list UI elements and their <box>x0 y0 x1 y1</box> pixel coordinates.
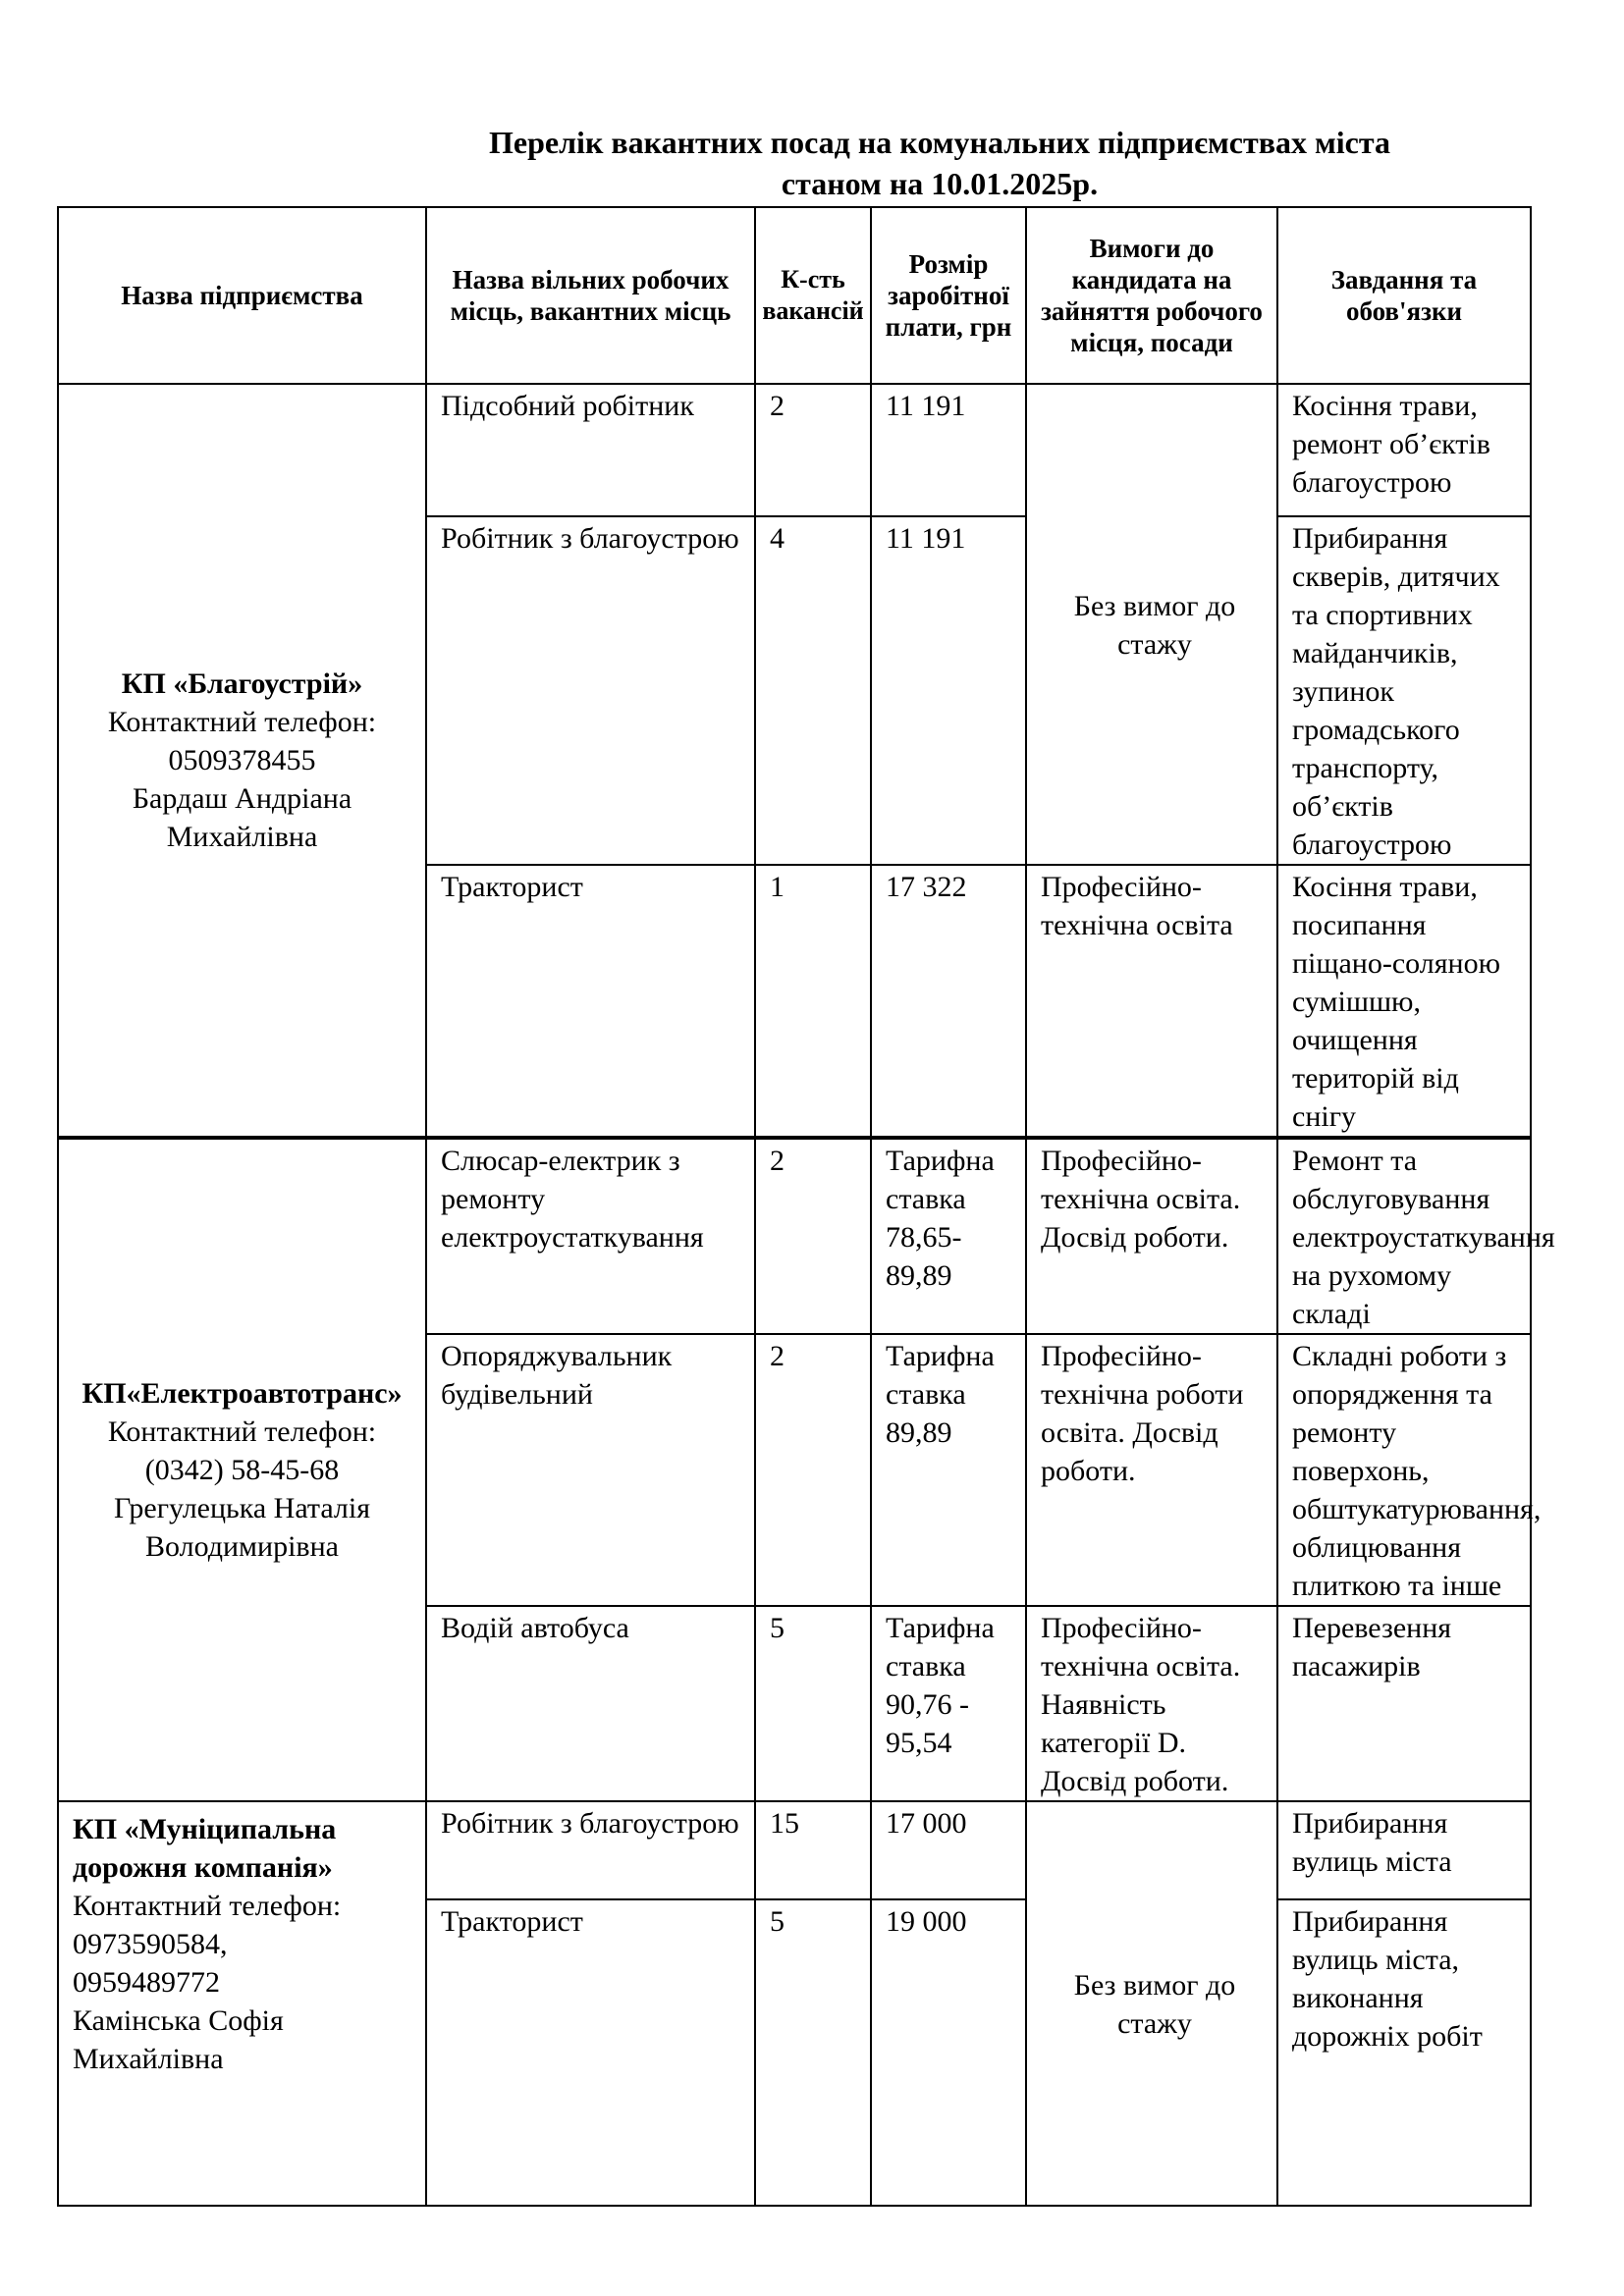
phone-number: 0959489772 <box>73 1966 220 1999</box>
count-cell: 2 <box>755 384 871 516</box>
salary-cell: 11 191 <box>871 516 1026 865</box>
org-name: КП«Електроавтотранс» <box>81 1377 403 1410</box>
duties-cell: Перевезення пасажирів <box>1277 1606 1531 1801</box>
count-cell: 4 <box>755 516 871 865</box>
position-cell: Водій автобуса <box>426 1606 755 1801</box>
table-row <box>58 1801 1531 1899</box>
position-cell: Тракторист <box>426 1899 755 2206</box>
duties-cell: Прибирання вулиць міста, виконання дорожніх робіт <box>1277 1899 1531 2206</box>
header-salary: Розмір заробітної плати, грн <box>871 207 1026 384</box>
duties-cell: Складні роботи з опорядження та ремонту поверхонь, обштукатурювання, облицювання плиткою та інше <box>1277 1334 1531 1606</box>
duties-cell: Прибирання скверів, дитячих та спортивних майданчиків, зупинок громадського транспорту, об’єктів благоустрою <box>1277 516 1531 865</box>
count-cell: 15 <box>755 1801 871 1899</box>
position-cell: Слюсар-електрик з ремонту електроустаткування <box>426 1138 755 1334</box>
header-position: Назва вільних робочих місць, вакантних місць <box>426 207 755 384</box>
salary-cell: Тарифна ставка 90,76 - 95,54 <box>871 1606 1026 1801</box>
org-name: КП «Благоустрій» <box>121 667 363 700</box>
table-header-row <box>58 207 1531 384</box>
contact-name: Камінська Софія <box>73 2004 284 2037</box>
position-cell: Тракторист <box>426 865 755 1138</box>
phone-label: Контактний телефон: <box>107 706 377 738</box>
position-cell: Робітник з благоустрою <box>426 1801 755 1899</box>
requirements-cell: Професійно-технічна освіта. Досвід роботи. <box>1026 1138 1277 1334</box>
title-line-1: Перелік вакантних посад на комунальних підприємствах міста <box>489 125 1390 160</box>
position-cell: Робітник з благоустрою <box>426 516 755 865</box>
position-cell: Опоряджувальник будівельний <box>426 1334 755 1606</box>
phone-label: Контактний телефон: <box>107 1415 377 1448</box>
contact-name: Бардаш Андріана <box>132 782 352 815</box>
table-row <box>58 1138 1531 1334</box>
requirements-cell: Без вимог до стажу <box>1026 384 1277 865</box>
salary-cell: 17 322 <box>871 865 1026 1138</box>
salary-cell: Тарифна ставка 78,65-89,89 <box>871 1138 1026 1334</box>
table-row <box>58 384 1531 516</box>
count-cell: 2 <box>755 1138 871 1334</box>
requirements-cell: Без вимог до стажу <box>1026 1801 1277 2206</box>
requirements-cell: Професійно-технічна освіта. Наявність категорії D. Досвід роботи. <box>1026 1606 1277 1801</box>
phone-number: (0342) 58-45-68 <box>144 1454 340 1486</box>
header-org: Назва підприємства <box>58 207 426 384</box>
header-count: К-сть вакансій <box>755 207 871 384</box>
duties-cell: Ремонт та обслуговування електроустаткування на рухомому складі <box>1277 1138 1531 1334</box>
count-cell: 5 <box>755 1899 871 2206</box>
count-cell: 1 <box>755 865 871 1138</box>
contact-patronymic: Володимирівна <box>145 1530 339 1563</box>
count-cell: 5 <box>755 1606 871 1801</box>
org-cell-blahoustrii <box>58 384 426 1138</box>
count-cell: 2 <box>755 1334 871 1606</box>
duties-cell: Косіння трави, ремонт об’єктів благоустрою <box>1277 384 1531 516</box>
salary-cell: 19 000 <box>871 1899 1026 2206</box>
org-name: КП «Муніципальна дорожня компанія» <box>73 1813 337 1884</box>
duties-cell: Прибирання вулиць міста <box>1277 1801 1531 1899</box>
salary-cell: Тарифна ставка 89,89 <box>871 1334 1026 1606</box>
requirements-cell: Професійно-технічна роботи освіта. Досвід роботи. <box>1026 1334 1277 1606</box>
header-duties: Завдання та обов'язки <box>1277 207 1531 384</box>
vacancies-table <box>57 206 1555 2207</box>
requirements-cell: Професійно-технічна освіта <box>1026 865 1277 1138</box>
phone-number: 0973590584, <box>73 1928 228 1960</box>
duties-cell: Косіння трави, посипання піщано-соляною сумішшю, очищення територій від снігу <box>1277 865 1531 1138</box>
phone-label: Контактний телефон: <box>73 1890 342 1922</box>
position-cell: Підсобний робітник <box>426 384 755 516</box>
salary-cell: 17 000 <box>871 1801 1026 1899</box>
contact-patronymic: Михайлівна <box>166 821 318 853</box>
org-cell-municipal-road-company <box>58 1801 426 2206</box>
document-title <box>0 122 1624 204</box>
salary-cell: 11 191 <box>871 384 1026 516</box>
title-line-2: станом на 10.01.2025р. <box>781 166 1099 201</box>
phone-number: 0509378455 <box>168 744 316 776</box>
header-requirements: Вимоги до кандидата на зайняття робочого місця, посади <box>1026 207 1277 384</box>
contact-name: Грегулецька Наталія <box>113 1492 371 1524</box>
contact-patronymic: Михайлівна <box>73 2043 224 2075</box>
org-cell-elektroavtotrans <box>58 1138 426 1801</box>
